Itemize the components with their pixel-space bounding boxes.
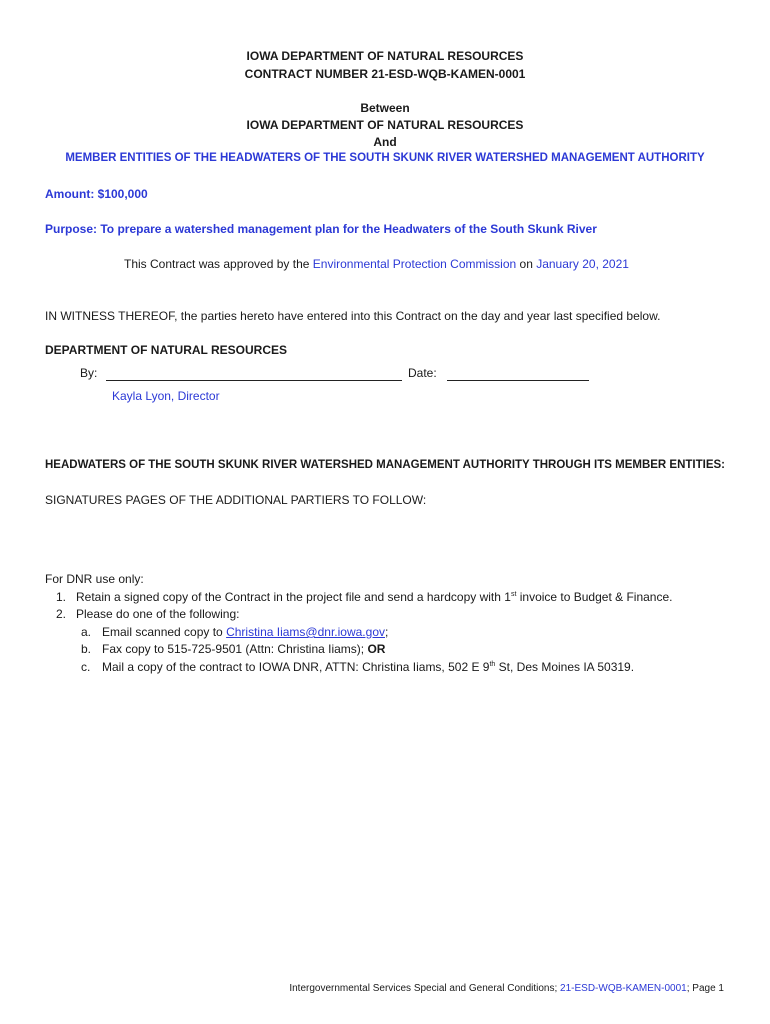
approval-commission: Environmental Protection Commission <box>312 257 517 271</box>
party-one: IOWA DEPARTMENT OF NATURAL RESOURCES <box>246 118 524 132</box>
agency-title: IOWA DEPARTMENT OF NATURAL RESOURCES <box>246 49 524 63</box>
item-1-text-end: invoice to Budget & Finance. <box>516 590 673 604</box>
sub-b-or: OR <box>367 642 386 656</box>
amount: Amount: $100,000 <box>45 187 148 201</box>
dnr-use-heading: For DNR use only: <box>45 572 144 586</box>
approval-prefix: This Contract was approved by the <box>124 257 313 271</box>
between-label: Between <box>360 101 410 115</box>
sub-b-letter: b. <box>81 642 92 656</box>
item-1-sup: st <box>510 591 517 598</box>
item-1-text: Retain a signed copy of the Contract in the project file and send a hardcopy with 1 <box>76 590 511 604</box>
dnr-heading: DEPARTMENT OF NATURAL RESOURCES <box>45 343 288 357</box>
page-footer <box>289 983 724 994</box>
dnr-use-item-2-num: 2. <box>56 607 67 621</box>
dnr-signature-line[interactable] <box>106 380 402 381</box>
sub-b <box>102 642 385 656</box>
sub-a-text: Email scanned copy to <box>102 625 227 639</box>
sub-a-letter: a. <box>81 625 92 639</box>
signature-pages-note: SIGNATURES PAGES OF THE ADDITIONAL PARTIERS TO FOLLOW: <box>45 493 427 507</box>
witness-statement: IN WITNESS THEREOF, the parties hereto have entered into this Contract on the day and year last specified below. <box>45 309 661 323</box>
sub-c <box>102 660 634 674</box>
sub-c-sup: th <box>489 661 496 668</box>
purpose: Purpose: To prepare a watershed management plan for the Headwaters of the South Skunk River <box>45 222 597 236</box>
signer-name: Kayla Lyon, Director <box>112 389 220 403</box>
sub-a-end: ; <box>385 625 389 639</box>
footer-page: ; Page 1 <box>686 983 724 994</box>
dnr-date-line[interactable] <box>447 380 589 381</box>
approval-line <box>124 257 629 271</box>
footer-text: Intergovernmental Services Special and General Conditions; <box>289 983 561 994</box>
sub-b-text: Fax copy to 515-725-9501 (Attn: Christina Iiams); <box>102 642 368 656</box>
party-two: MEMBER ENTITIES OF THE HEADWATERS OF THE SOUTH SKUNK RIVER WATERSHED MANAGEMENT AUTHORITY <box>65 152 705 164</box>
email-link[interactable]: Christina Iiams@dnr.iowa.gov <box>226 625 385 639</box>
contract-number: CONTRACT NUMBER 21-ESD-WQB-KAMEN-0001 <box>244 67 526 81</box>
sub-c-letter: c. <box>81 660 91 674</box>
approval-date: January 20, 2021 <box>536 257 629 271</box>
dnr-use-item-2: Please do one of the following: <box>76 607 240 621</box>
sub-c-end: St, Des Moines IA 50319. <box>495 660 635 674</box>
sub-c-text: Mail a copy of the contract to IOWA DNR, ATTN: Christina Iiams, 502 E 9 <box>102 660 490 674</box>
dnr-use-item-1 <box>76 590 672 604</box>
sub-a <box>102 625 388 639</box>
approval-mid: on <box>516 257 537 271</box>
and-label: And <box>373 135 397 149</box>
dnr-use-item-1-num: 1. <box>56 590 67 604</box>
by-label: By: <box>80 366 98 380</box>
authority-heading: HEADWATERS OF THE SOUTH SKUNK RIVER WATERSHED MANAGEMENT AUTHORITY THROUGH ITS MEMBER ENTITIES: <box>45 459 725 471</box>
date-label: Date: <box>408 366 437 380</box>
footer-contract: 21-ESD-WQB-KAMEN-0001 <box>560 983 687 994</box>
